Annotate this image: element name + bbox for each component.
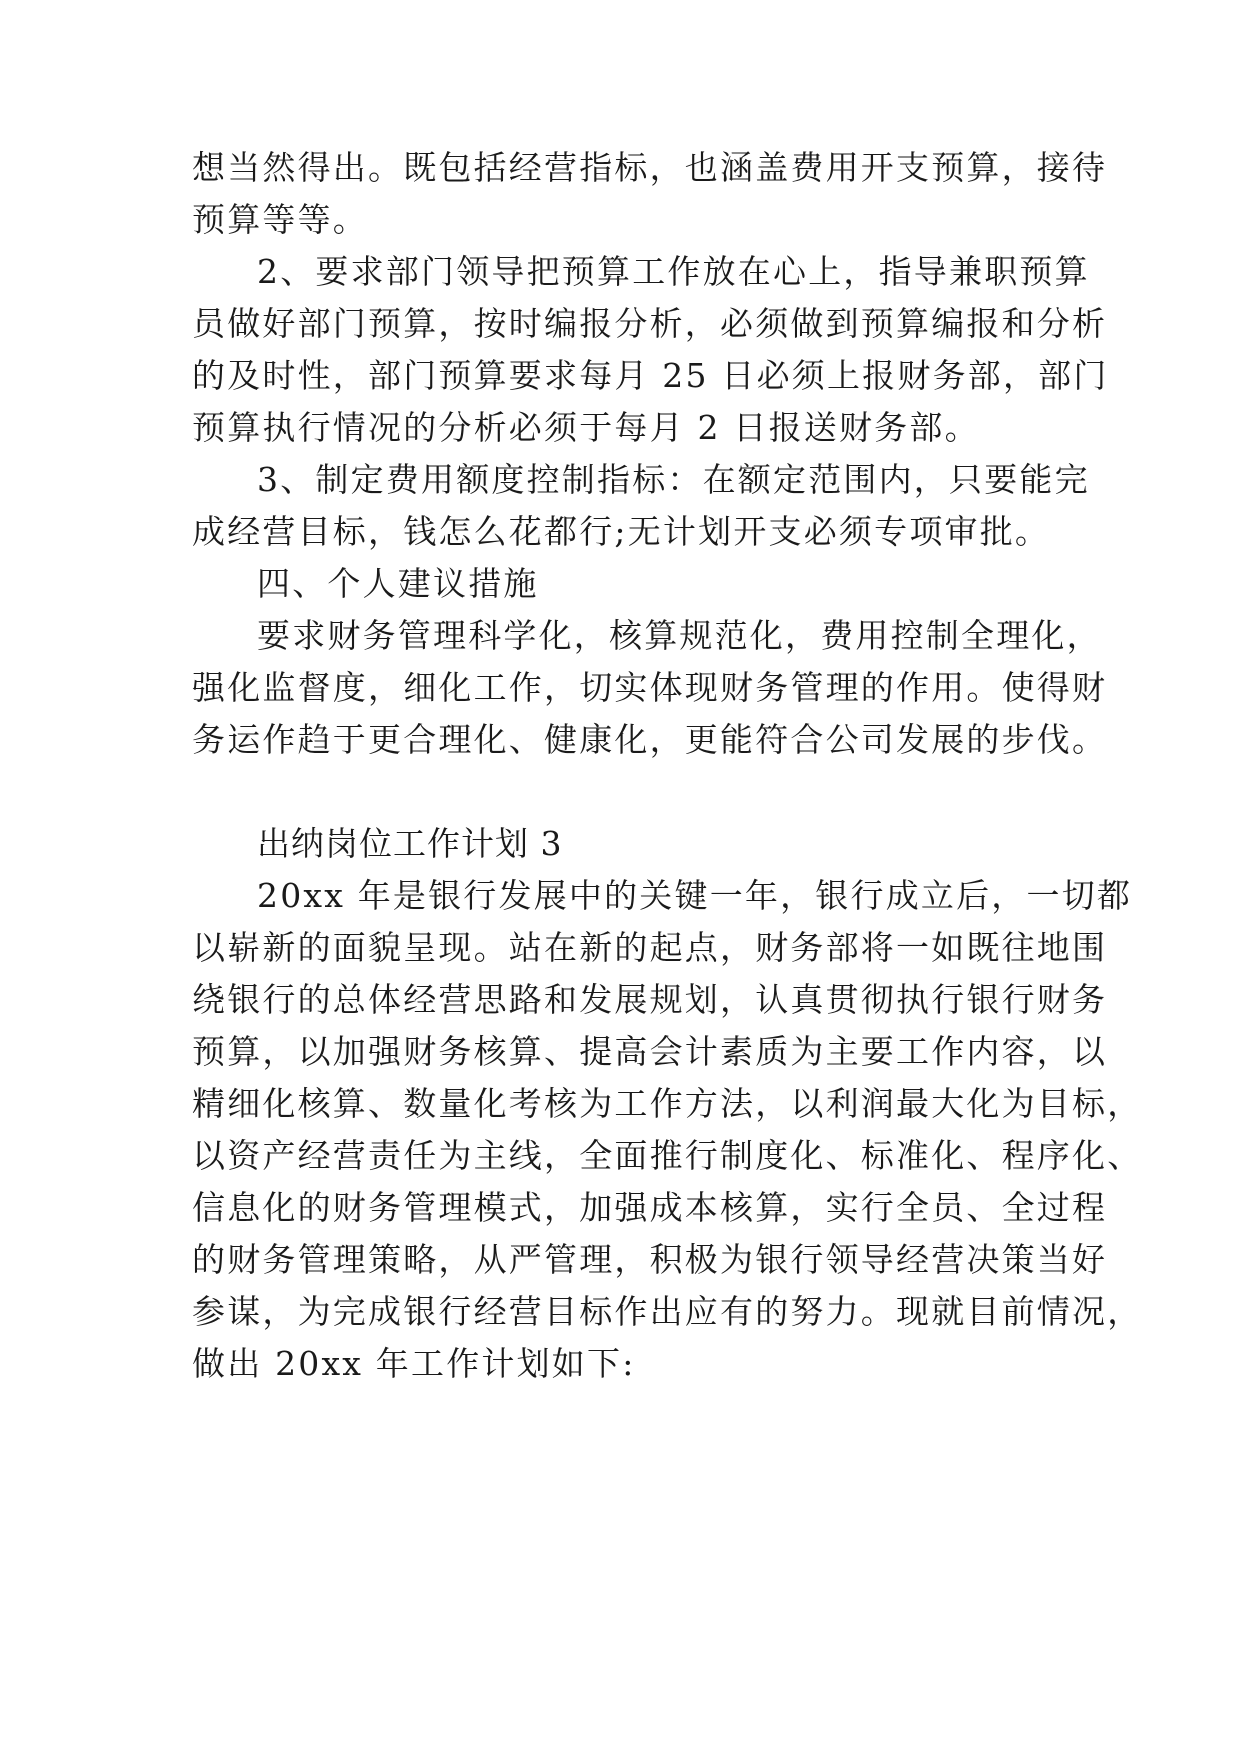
paragraph-line: 信息化的财务管理模式，加强成本核算，实行全员、全过程 xyxy=(192,1188,1108,1227)
paragraph-line: 预算，以加强财务核算、提高会计素质为主要工作内容，以 xyxy=(192,1032,1108,1071)
paragraph-line: 3、制定费用额度控制指标：在额定范围内，只要能完 xyxy=(257,460,1090,499)
paragraph-line: 的及时性，部门预算要求每月 25 日必须上报财务部，部门 xyxy=(192,356,1109,395)
paragraph-line: 务运作趋于更合理化、健康化，更能符合公司发展的步伐。 xyxy=(192,720,1108,759)
paragraph-line: 要求财务管理科学化，核算规范化，费用控制全理化， xyxy=(257,616,1102,655)
paragraph-line: 预算等等。 xyxy=(192,200,368,239)
paragraph-line: 强化监督度，细化工作，切实体现财务管理的作用。使得财 xyxy=(192,668,1108,707)
section-title: 出纳岗位工作计划 3 xyxy=(257,824,563,863)
paragraph-line: 精细化核算、数量化考核为工作方法，以利润最大化为目标， xyxy=(192,1084,1143,1123)
paragraph-line: 以资产经营责任为主线，全面推行制度化、标准化、程序化、 xyxy=(192,1136,1143,1175)
paragraph-line: 成经营目标，钱怎么花都行;无计划开支必须专项审批。 xyxy=(192,512,1051,551)
paragraph-line: 员做好部门预算，按时编报分析，必须做到预算编报和分析 xyxy=(192,304,1108,343)
paragraph-line: 绕银行的总体经营思路和发展规划，认真贯彻执行银行财务 xyxy=(192,980,1108,1019)
paragraph-line: 想当然得出。既包括经营指标，也涵盖费用开支预算，接待 xyxy=(192,148,1108,187)
paragraph-line: 2、要求部门领导把预算工作放在心上，指导兼职预算 xyxy=(257,252,1090,291)
paragraph-line: 参谋，为完成银行经营目标作出应有的努力。现就目前情况， xyxy=(192,1292,1143,1331)
paragraph-line: 20xx 年是银行发展中的关键一年，银行成立后，一切都 xyxy=(257,876,1133,915)
paragraph-line: 以崭新的面貌呈现。站在新的起点，财务部将一如既往地围 xyxy=(192,928,1108,967)
paragraph-line: 的财务管理策略，从严管理，积极为银行领导经营决策当好 xyxy=(192,1240,1108,1279)
paragraph-line: 预算执行情况的分析必须于每月 2 日报送财务部。 xyxy=(192,408,980,447)
section-heading: 四、个人建议措施 xyxy=(257,564,539,603)
paragraph-line: 做出 20xx 年工作计划如下: xyxy=(192,1344,636,1383)
